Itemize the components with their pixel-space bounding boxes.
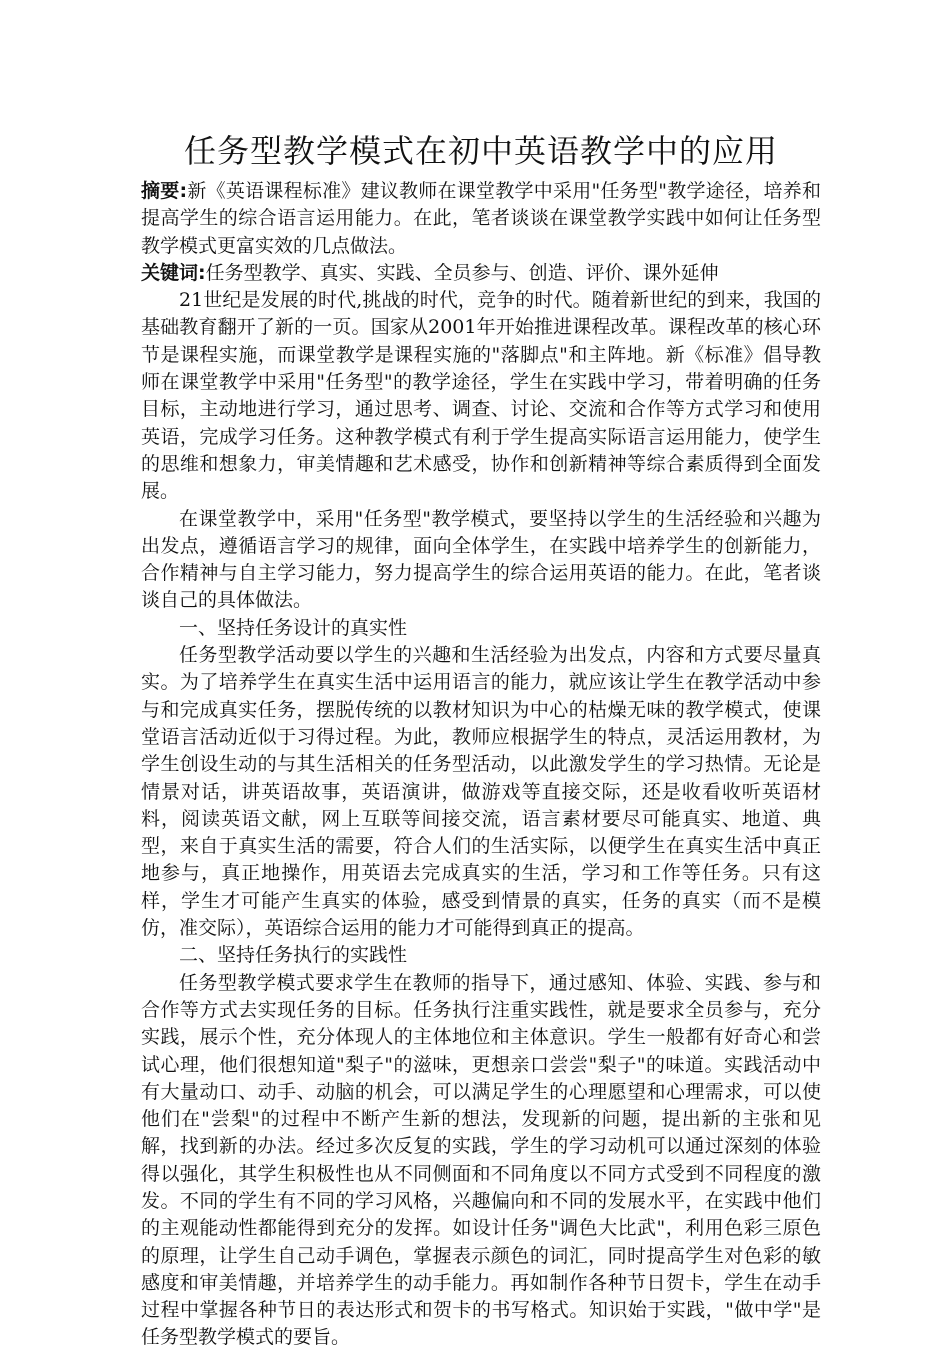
keywords-label: 关键词:: [141, 261, 206, 284]
intro-paragraph-2: 在课堂教学中，采用"任务型"教学模式，要坚持以学生的生活经验和兴趣为出发点，遵循语言学习的规律，面向全体学生，在实践中培养学生的创新能力，合作精神与自主学习能力，努力提高学生的综合运用英语的能力。在此，笔者谈谈自己的具体做法。: [141, 507, 821, 612]
keywords-paragraph: [141, 260, 821, 287]
section-body-2: 任务型教学模式要求学生在教师的指导下，通过感知、体验、实践、参与和合作等方式去实现任务的目标。任务执行注重实践性，就是要求全员参与，充分实践，展示个性，充分体现人的主体地位和主体意识。学生一般都有好奇心和尝试心理，他们很想知道"梨子"的滋味，更想亲口尝尝"梨子"的味道。实践活动中有大量动口、动手、动脑的机会，可以满足学生的心理愿望和心理需求，可以使他们在"尝梨"的过程中不断产生新的想法，发现新的问题，提出新的主张和见解，找到新的办法。经过多次反复的实践，学生的学习动机可以通过深刻的体验得以强化，其学生积极性也从不同侧面和不同角度以不同方式受到不同程度的激发。不同的学生有不同的学习风格，兴趣偏向和不同的发展水平，在实践中他们的主观能动性都能得到充分的发挥。如设计任务"调色大比武"，利用色彩三原色的原理，让学生自己动手调色，掌握表示颜色的词汇，同时提高学生对色彩的敏感度和审美情趣，并培养学生的动手能力。再如制作各种节日贺卡，学生在动手过程中掌握各种节日的表达形式和贺卡的书写格式。知识始于实践，"做中学"是任务型教学模式的要旨。: [141, 971, 821, 1349]
abstract-text: 新《英语课程标准》建议教师在课堂教学中采用"任务型"教学途径，培养和提高学生的综合语言运用能力。在此，笔者谈谈在课堂教学实践中如何让任务型教学模式更富实效的几点做法。: [141, 180, 821, 257]
section-heading-1: 一、坚持任务设计的真实性: [179, 616, 408, 639]
document-page: [141, 128, 821, 1352]
section-body-1: 任务型教学活动要以学生的兴趣和生活经验为出发点，内容和方式要尽量真实。为了培养学生在真实生活中运用语言的能力，就应该让学生在教学活动中参与和完成真实任务，摆脱传统的以教材知识为中心的枯燥无味的教学模式，使课堂语言活动近似于习得过程。为此，教师应根据学生的特点，灵活运用教材，为学生创设生动的与其生活相关的任务型活动，以此激发学生的学习热情。无论是情景对话，讲英语故事，英语演讲，做游戏等直接交际，还是收看收听英语材料，阅读英语文献，网上互联等间接交流，语言素材要尽可能真实、地道、典型，来自于真实生活的需要，符合人们的生活实际，以便学生在真实生活中真正地参与，真正地操作，用英语去完成真实的生活，学习和工作等任务。只有这样，学生才可能产生真实的体验，感受到情景的真实，任务的真实（而不是模仿，准交际），英语综合运用的能力才可能得到真正的提高。: [141, 644, 821, 940]
abstract-label: 摘要:: [141, 180, 188, 202]
keywords-text: 任务型教学、真实、实践、全员参与、创造、评价、课外延伸: [205, 261, 719, 284]
document-title: 任务型教学模式在初中英语教学中的应用: [183, 132, 778, 170]
intro-paragraph-1: 21世纪是发展的时代,挑战的时代，竞争的时代。随着新世纪的到来，我国的基础教育翻开了新的一页。国家从2001年开始推进课程改革。课程改革的核心环节是课程实施，而课堂教学是课程实施的"落脚点"和主阵地。新《标准》倡导教师在课堂教学中采用"任务型"的教学途径，学生在实践中学习，带着明确的任务目标，主动地进行学习，通过思考、调查、讨论、交流和合作等方式学习和使用英语，完成学习任务。这种教学模式有利于学生提高实际语言运用能力，使学生的思维和想象力，审美情趣和艺术感受，协作和创新精神等综合素质得到全面发展。: [141, 289, 821, 503]
abstract-paragraph: [141, 178, 821, 260]
section-heading-2: 二、坚持任务执行的实践性: [179, 944, 408, 967]
